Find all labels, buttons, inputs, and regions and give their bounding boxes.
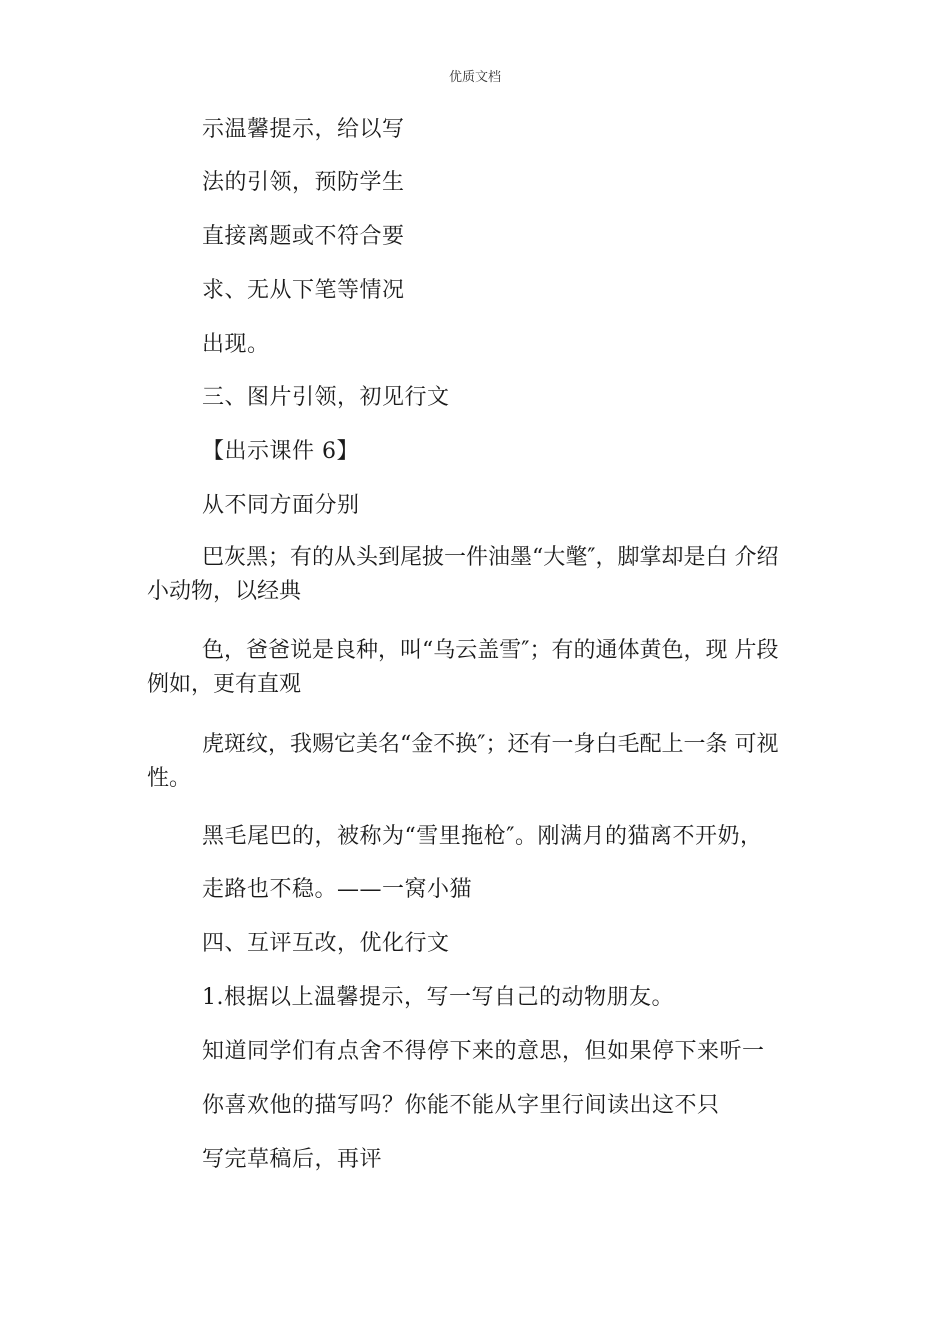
paragraph-first-line: 巴灰黑；有的从头到尾披一件油墨“大氅″，脚掌却是白 介绍: [202, 545, 779, 570]
text-line: 写完草稿后，再评: [202, 1147, 383, 1172]
paragraph-continuation: 性。: [147, 766, 192, 791]
section-heading: 四、互评互改，优化行文: [202, 931, 450, 956]
page-header: 优质文档: [448, 70, 501, 85]
paragraph-continuation: 例如，更有直观: [147, 672, 302, 697]
text-line: 知道同学们有点舍不得停下来的意思，但如果停下来听一: [202, 1039, 765, 1064]
text-line: 法的引领，预防学生: [202, 170, 405, 195]
paragraph: [147, 541, 807, 609]
courseware-label: 【出示课件 6】: [202, 439, 359, 464]
text-line: 示温馨提示，给以写: [202, 117, 405, 142]
text-line: 你喜欢他的描写吗？你能不能从字里行间读出这不只: [202, 1093, 720, 1118]
text-line: 从不同方面分别: [202, 493, 360, 518]
paragraph-first-line: 虎斑纹，我赐它美名“金不换″；还有一身白毛配上一条 可视: [202, 732, 779, 757]
paragraph-first-line: 色，爸爸说是良种，叫“乌云盖雪″；有的通体黄色，现 片段: [202, 638, 779, 663]
text-line: 1.根据以上温馨提示，写一写自己的动物朋友。: [202, 985, 674, 1010]
paragraph-continuation: 小动物，以经典: [147, 579, 302, 604]
text-line: 出现。: [202, 332, 270, 357]
text-line: 直接离题或不符合要: [202, 224, 405, 249]
section-heading: 三、图片引领，初见行文: [202, 385, 450, 410]
paragraph: [147, 728, 807, 796]
text-line: 走路也不稳。——一窝小猫: [202, 877, 473, 902]
text-line: 黑毛尾巴的，被称为“雪里拖枪″。刚满月的猫离不开奶，: [202, 824, 763, 849]
paragraph: [147, 634, 807, 702]
text-line: 求、无从下笔等情况: [202, 278, 405, 303]
